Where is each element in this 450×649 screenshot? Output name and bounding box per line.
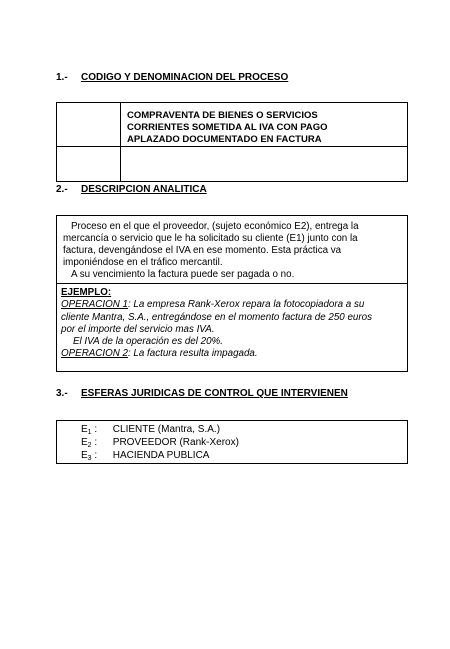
section-2-heading [56,184,207,195]
entity-separator: : [91,424,98,435]
operation-1-text-end: por el importe del servicio mas IVA. [61,323,215,335]
description-line: mercancía o servicio que le ha solicitado su cliente (E1) junto con la [63,233,358,244]
entity-name: PROVEEDOR (Rank-Xerox) [112,437,239,448]
example-title: EJEMPLO: [61,287,112,298]
process-table [56,102,408,182]
operation-1-text-cont: cliente Mantra, S.A., entregándose en el momento factura de 250 euros [61,311,372,323]
operation-2-line [61,348,405,360]
process-name [127,110,402,146]
operation-1-label: OPERACION 1 [61,299,128,311]
section-3-title: ESFERAS JURIDICAS DE CONTROL QUE INTERVIENEN [81,388,348,399]
process-name-line: CORRIENTES SOMETIDA AL IVA CON PAGO [127,122,328,133]
entity-subscript: 2 [87,442,92,449]
entity-letter: E [81,424,88,435]
example-text [61,287,405,361]
process-name-line: APLAZADO DOCUMENTADO EN FACTURA [127,134,322,145]
entity-separator: : [91,450,98,461]
operation-2-text: : La factura resulta impagada. [127,348,258,360]
section-2-number: 2.- [56,184,68,195]
example-box [56,283,408,372]
operation-1-line [61,299,405,311]
entity-letter: E [81,450,88,461]
entity-code [81,437,104,449]
section-3-heading [56,388,348,399]
entity-name: CLIENTE (Mantra, S.A.) [112,424,221,435]
iva-rate-line: El IVA de la operación es del 20%. [73,336,223,348]
operation-2-label: OPERACION 2 [61,348,128,360]
entity-code [81,450,104,462]
entity-subscript: 3 [87,455,92,462]
section-2-title: DESCRIPCION ANALITICA [81,184,207,195]
table-row-divider [57,146,407,147]
operation-1-text: : La empresa Rank-Xerox repara la fotocopiadora a su [127,299,365,311]
entities-box [56,420,408,464]
entity-row [81,424,220,436]
section-1-heading [56,72,288,83]
entity-separator: : [91,437,98,448]
description-box [56,215,408,284]
entity-code [81,424,104,436]
section-1-number: 1.- [56,72,68,83]
section-3-number: 3.- [56,388,68,399]
description-line: Proceso en el que el proveedor, (sujeto económico E2), entrega la [71,221,359,232]
description-text [63,221,403,281]
description-line: A su vencimiento la factura puede ser pagada o no. [71,269,295,280]
process-name-line: COMPRAVENTA DE BIENES O SERVICIOS [127,110,318,121]
entity-row [81,450,209,462]
section-1-title: CODIGO Y DENOMINACION DEL PROCESO [81,72,289,83]
description-line: factura, devengándose el IVA en ese momento. Esta práctica va [63,245,342,256]
entity-letter: E [81,437,88,448]
entity-name: HACIENDA PUBLICA [112,450,210,461]
entity-subscript: 1 [87,429,92,436]
description-line: imponiéndose en el tráfico mercantil. [63,257,223,268]
table-column-divider [120,103,121,181]
entity-row [81,437,239,449]
